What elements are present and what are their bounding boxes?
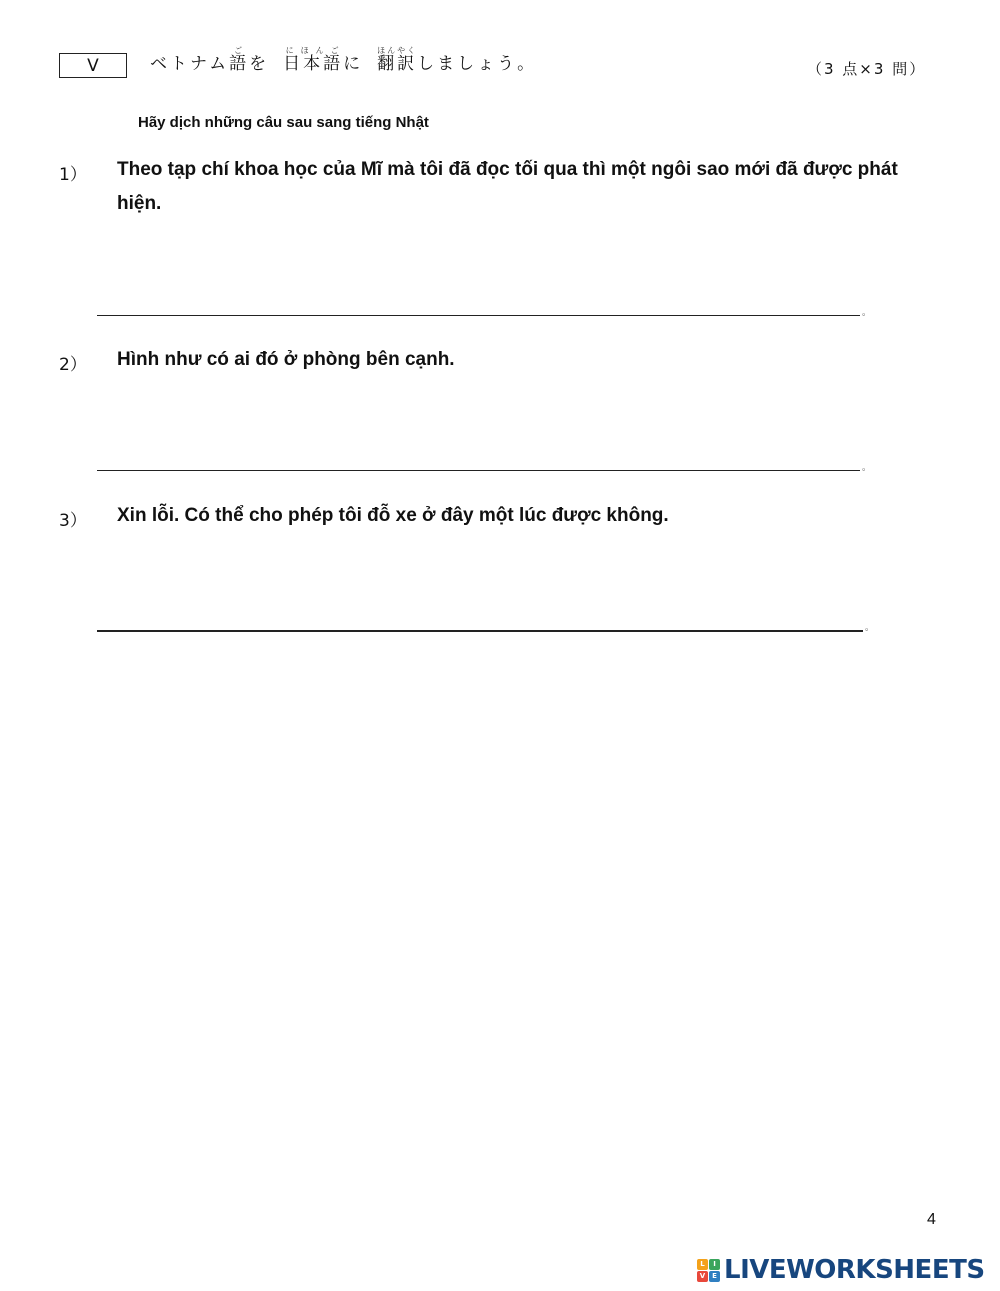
instruction-text-part1: ベトナム [150, 54, 230, 74]
section-number: V [87, 55, 99, 76]
japanese-instruction [150, 46, 537, 74]
furigana-go: ご [229, 46, 250, 55]
logo-mark-e: E [709, 1271, 720, 1282]
liveworksheets-logo [697, 1255, 985, 1285]
section-number-box [59, 53, 127, 78]
question-1-number: 1） [59, 165, 87, 185]
instruction-text-part4: しましょう。 [417, 54, 538, 74]
logo-mark-l: L [697, 1259, 708, 1270]
question-2-text: Hình như có ai đó ở phòng bên cạnh. [117, 349, 455, 370]
question-3-text: Xin lỗi. Có thể cho phép tôi đỗ xe ở đây một lúc được không. [117, 505, 669, 526]
kanji-go: 語 [229, 54, 250, 74]
furigana-honyaku: ほんやく [377, 46, 418, 55]
kanji-honyaku: 翻訳 [377, 54, 418, 74]
question-1-text: Theo tạp chí khoa học của Mĩ mà tôi đã đọc tối qua thì một ngôi sao mới đã được phát hiện. [117, 159, 898, 214]
kanji-nihongo: 日本語 [283, 54, 344, 74]
question-1-period: 。 [862, 308, 872, 318]
liveworksheets-logo-text: LIVEWORKSHEETS [724, 1255, 985, 1285]
instruction-text-part3: に [343, 54, 364, 74]
instruction-text-part2: を [249, 54, 270, 74]
ruby-honyaku [377, 46, 418, 74]
question-2-number: 2） [59, 355, 87, 375]
question-3-answer-line[interactable] [97, 630, 863, 632]
logo-mark-i: I [709, 1259, 720, 1270]
ruby-nihongo [283, 46, 344, 74]
liveworksheets-logo-icon [697, 1259, 720, 1282]
ruby-go [229, 46, 250, 74]
vietnamese-instruction: Hãy dịch những câu sau sang tiếng Nhật [138, 114, 429, 131]
question-1-answer-line[interactable] [97, 315, 860, 316]
furigana-nihongo: にほんご [283, 46, 344, 55]
question-2-answer-line[interactable] [97, 470, 860, 471]
logo-mark-v: V [697, 1271, 708, 1282]
page-number: 4 [927, 1211, 936, 1228]
question-2-period: 。 [862, 463, 872, 473]
question-3-period: 。 [865, 623, 875, 633]
question-3-number: 3） [59, 511, 87, 531]
score-label: （3 点×3 問） [807, 60, 927, 78]
